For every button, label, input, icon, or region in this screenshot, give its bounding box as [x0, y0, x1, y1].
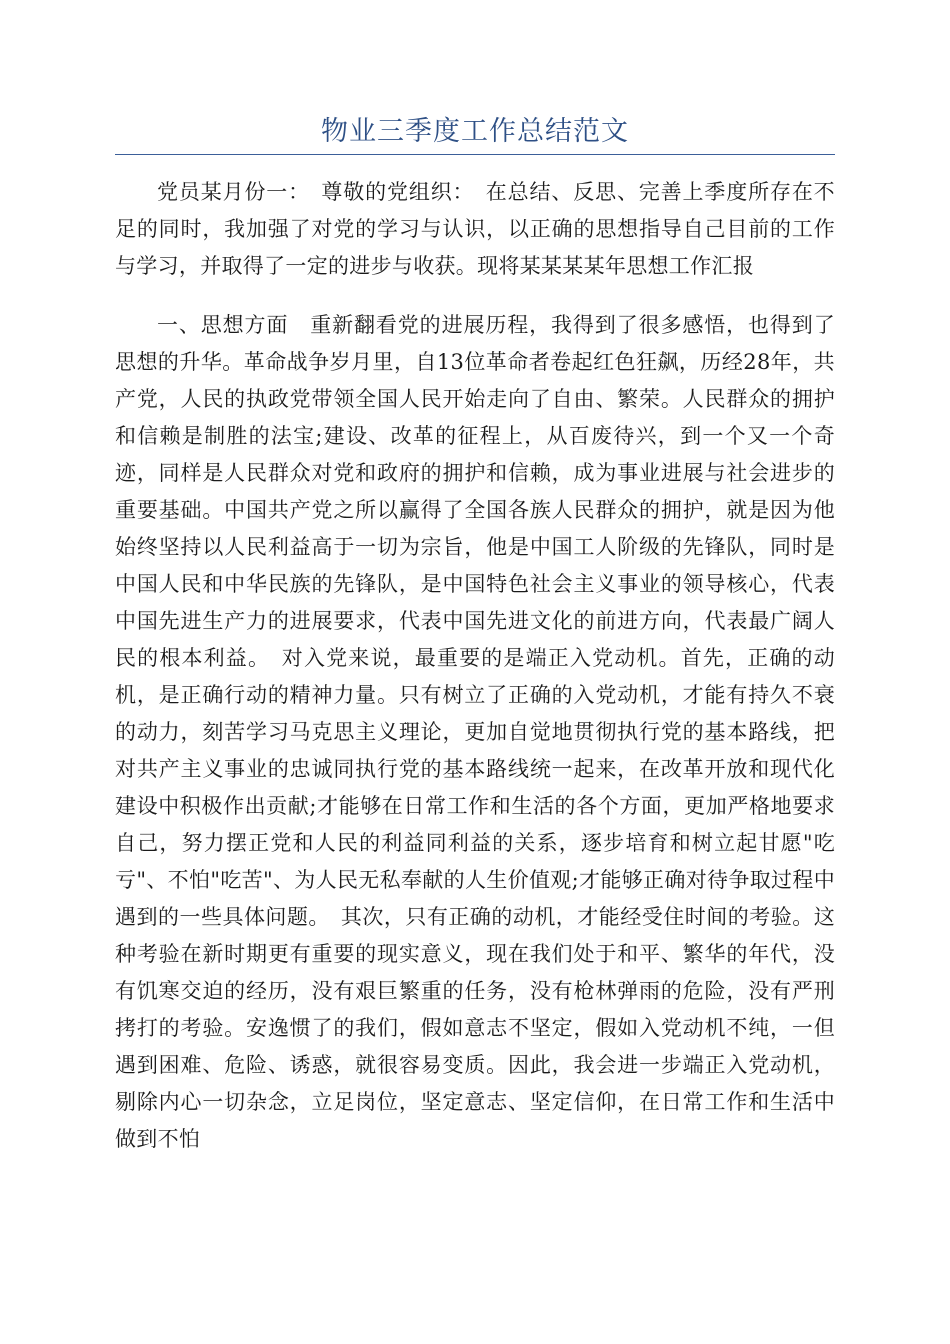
document-body	[115, 174, 835, 1158]
paragraph-thought: 一、思想方面 重新翻看党的进展历程，我得到了很多感悟，也得到了思想的升华。革命战争岁月里，自13位革命者卷起红色狂飙，历经28年，共产党，人民的执政党带领全国人民开始走向了自由、繁荣。人民群众的拥护和信赖是制胜的法宝;建设、改革的征程上，从百废待兴，到一个又一个奇迹，同样是人民群众对党和政府的拥护和信赖，成为事业进展与社会进步的重要基础。中国共产党之所以赢得了全国各族人民群众的拥护，就是因为他始终坚持以人民利益高于一切为宗旨，他是中国工人阶级的先锋队，同时是中国人民和中华民族的先锋队，是中国特色社会主义事业的领导核心，代表中国先进生产力的进展要求，代表中国先进文化的前进方向，代表最广阔人民的根本利益。 对入党来说，最重要的是端正入党动机。首先，正确的动机，是正确行动的精神力量。只有树立了正确的入党动机，才能有持久不衰的动力，刻苦学习马克思主义理论，更加自觉地贯彻执行党的基本路线，把对共产主义事业的忠诚同执行党的基本路线统一起来，在改革开放和现代化建设中积极作出贡献;才能够在日常工作和生活的各个方面，更加严格地要求自己，努力摆正党和人民的利益同利益的关系，逐步培育和树立起甘愿"吃亏"、不怕"吃苦"、为人民无私奉献的人生价值观;才能够正确对待争取过程中遇到的一些具体问题。 其次，只有正确的动机，才能经受住时间的考验。这种考验在新时期更有重要的现实意义，现在我们处于和平、繁华的年代，没有饥寒交迫的经历，没有艰巨繁重的任务，没有枪林弹雨的危险，没有严刑拷打的考验。安逸惯了的我们，假如意志不坚定，假如入党动机不纯，一但遇到困难、危险、诱惑，就很容易变质。因此，我会进一步端正入党动机，剔除内心一切杂念，立足岗位，坚定意志、坚定信仰，在日常工作和生活中做到不怕	[115, 313, 835, 1151]
paragraph-intro: 党员某月份一： 尊敬的党组织： 在总结、反思、完善上季度所存在不足的同时，我加强了对党的学习与认识，以正确的思想指导自己目前的工作与学习，并取得了一定的进步与收获。现将某某某某年思想工作汇报	[115, 180, 835, 278]
document-title: 物业三季度工作总结范文	[321, 116, 629, 147]
title-underline	[115, 154, 835, 155]
